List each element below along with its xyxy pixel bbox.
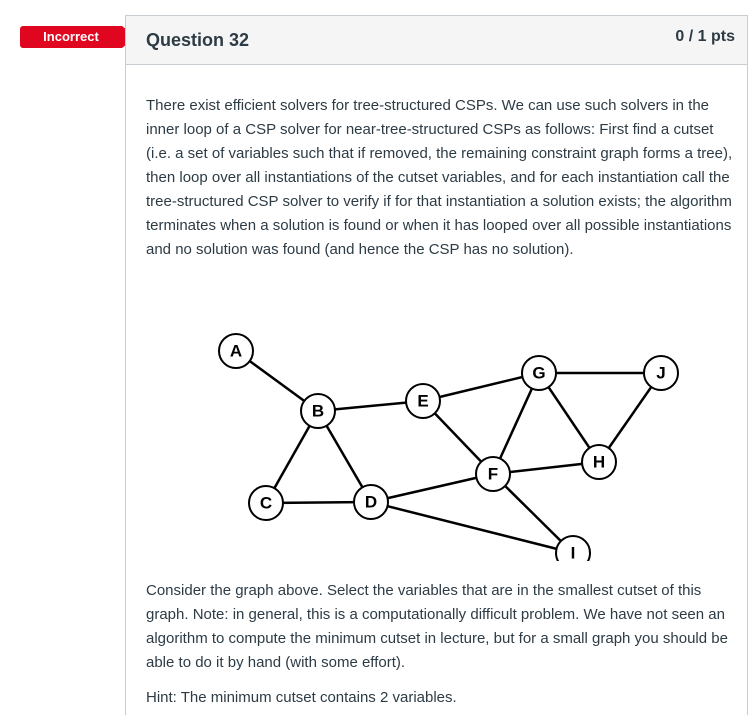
node-g-label: G bbox=[532, 363, 546, 383]
edge-d-i bbox=[371, 502, 573, 553]
node-f bbox=[476, 457, 510, 491]
node-d bbox=[354, 485, 388, 519]
node-d-label: D bbox=[364, 492, 378, 512]
node-f-label: F bbox=[487, 464, 499, 484]
node-e-label: E bbox=[417, 391, 429, 411]
node-i bbox=[556, 536, 590, 561]
node-c-label: C bbox=[259, 493, 273, 513]
incorrect-badge-label: Incorrect bbox=[20, 26, 122, 48]
node-g bbox=[522, 356, 556, 390]
node-e bbox=[406, 384, 440, 418]
node-a bbox=[219, 334, 253, 368]
question-header bbox=[126, 16, 747, 65]
node-j bbox=[644, 356, 678, 390]
node-c bbox=[249, 486, 283, 520]
question-points: 0 / 1 pts bbox=[675, 28, 735, 45]
node-h-label: H bbox=[592, 452, 606, 472]
question-hint: Hint: The minimum cutset contains 2 variables. bbox=[146, 689, 457, 706]
node-j-label: J bbox=[656, 363, 666, 383]
node-b bbox=[301, 394, 335, 428]
question-title: Question 32 bbox=[146, 30, 250, 50]
node-a-label: A bbox=[229, 341, 243, 361]
constraint-graph bbox=[201, 311, 721, 561]
node-h bbox=[582, 445, 616, 479]
edge-d-f bbox=[371, 474, 493, 502]
incorrect-badge bbox=[20, 26, 138, 48]
node-b-label: B bbox=[311, 401, 325, 421]
question-card bbox=[125, 15, 748, 715]
question-prompt: Consider the graph above. Select the variables that are in the smallest cutset of this graph. Note: in general, this is a computationally difficult problem. We have not seen an algorithm to compute the minimum cutset in lecture, but for a small graph you should be able to do it by hand (with some effort). bbox=[146, 582, 728, 671]
question-text: There exist efficient solvers for tree-structured CSPs. We can use such solvers in the inner loop of a CSP solver for near-tree-structured CSPs as follows: First find a cutset (i.e. a set of variables such that if removed, the remaining constraint graph forms a tree), then loop over all instantiations of the cutset variables, and for each instantiation call the tree-structured CSP solver to verify if for that instantiation a solution exists; the algorithm terminates when a solution is found or when it has looped over all possible instantiations and no solution was found (and hence the CSP has no solution). bbox=[146, 97, 733, 258]
node-i-label: I bbox=[570, 543, 576, 561]
